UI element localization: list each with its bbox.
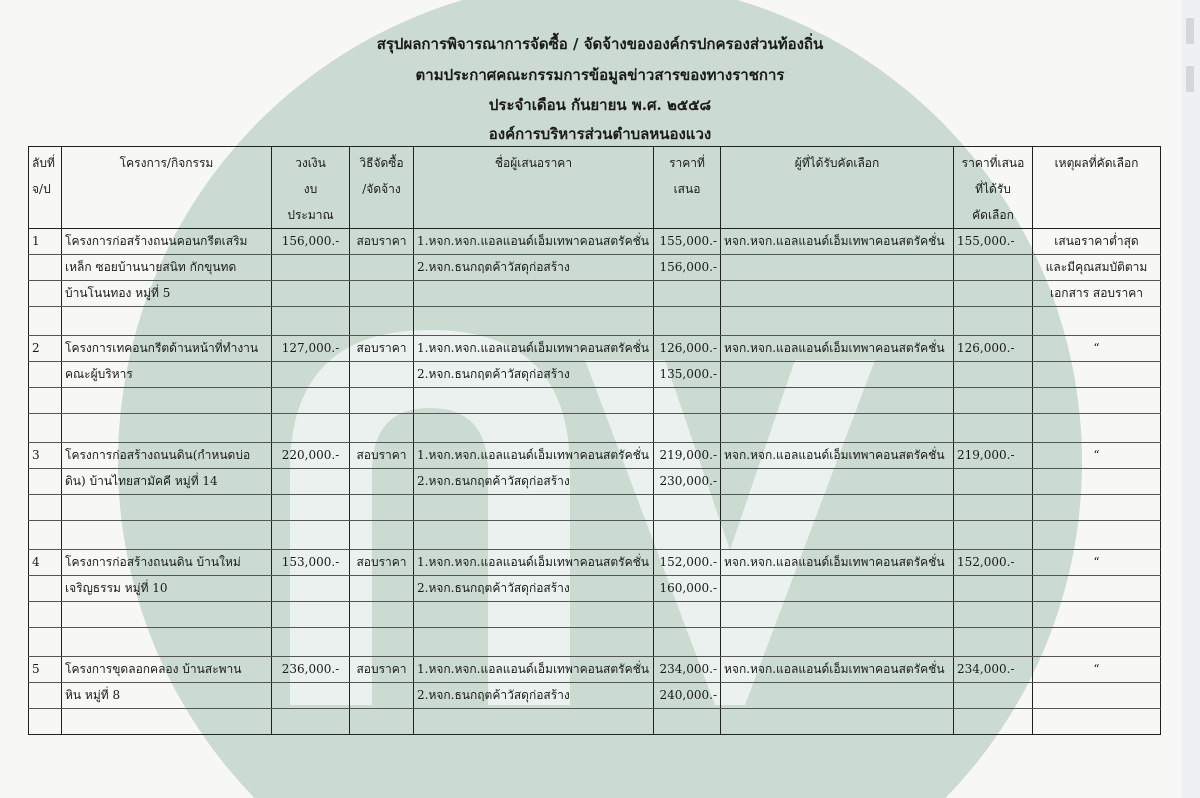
project-name: หิน หมู่ที่ 8: [62, 683, 272, 709]
table-row: [29, 683, 1161, 709]
col-header-selected-price: ราคาที่เสนอ ที่ได้รับ คัดเลือก: [954, 147, 1033, 229]
selection-reason: “: [1033, 657, 1161, 683]
project-name: บ้านโนนทอง หมู่ที่ 5: [62, 281, 272, 307]
row-number: 4: [29, 550, 62, 576]
table-row: [29, 709, 1161, 735]
bidder-name: 2.หจก.ธนกฤตค้าวัสดุก่อสร้าง: [414, 255, 654, 281]
bidder-name: 1.หจก.หจก.แอลแอนด์เอ็มเทพาคอนสตรัคชั่น: [414, 229, 654, 255]
bidder-name: 2.หจก.ธนกฤตค้าวัสดุก่อสร้าง: [414, 469, 654, 495]
procurement-method: สอบราคา: [350, 443, 414, 469]
table-row: [29, 336, 1161, 362]
col-header-reason: เหตุผลที่คัดเลือก: [1033, 147, 1161, 229]
table-row: [29, 443, 1161, 469]
selected-price: 219,000.-: [954, 443, 1033, 469]
row-number: 2: [29, 336, 62, 362]
col-header-selected: ผู้ที่ได้รับคัดเลือก: [721, 147, 954, 229]
table-row: [29, 657, 1161, 683]
bid-price: 230,000.-: [654, 469, 721, 495]
row-number: 3: [29, 443, 62, 469]
bidder-name: 1.หจก.หจก.แอลแอนด์เอ็มเทพาคอนสตรัคชั่น: [414, 550, 654, 576]
heading-line-3: ประจำเดือน กันยายน พ.ศ. ๒๕๕๘: [488, 96, 712, 114]
selected-bidder: หจก.หจก.แอลแอนด์เอ็มเทพาคอนสตรัคชั่น: [721, 336, 954, 362]
table-header-row: [29, 147, 1161, 229]
project-name: โครงการก่อสร้างถนนดิน บ้านใหม่: [62, 550, 272, 576]
bidder-name: 1.หจก.หจก.แอลแอนด์เอ็มเทพาคอนสตรัคชั่น: [414, 657, 654, 683]
table-row: [29, 495, 1161, 521]
procurement-method: สอบราคา: [350, 229, 414, 255]
selected-price: 152,000.-: [954, 550, 1033, 576]
selected-bidder: หจก.หจก.แอลแอนด์เอ็มเทพาคอนสตรัคชั่น: [721, 443, 954, 469]
selected-price: 126,000.-: [954, 336, 1033, 362]
selected-bidder: หจก.หจก.แอลแอนด์เอ็มเทพาคอนสตรัคชั่น: [721, 657, 954, 683]
table-row: [29, 281, 1161, 307]
row-number: 5: [29, 657, 62, 683]
budget-amount: 127,000.-: [272, 336, 350, 362]
col-header-method: วิธีจัดซื้อ /จัดจ้าง: [350, 147, 414, 229]
selected-price: 234,000.-: [954, 657, 1033, 683]
bid-price: 160,000.-: [654, 576, 721, 602]
selection-reason: “: [1033, 443, 1161, 469]
bid-price: 155,000.-: [654, 229, 721, 255]
project-name: เหล็ก ซอยบ้านนายสนิท กักขุนทด: [62, 255, 272, 281]
project-name: โครงการก่อสร้างถนนคอนกรีตเสริม: [62, 229, 272, 255]
table-row: [29, 602, 1161, 628]
bid-price: 219,000.-: [654, 443, 721, 469]
heading-line-2: ตามประกาศคณะกรรมการข้อมูลข่าวสารของทางราชการ: [415, 66, 785, 84]
heading-line-4: องค์การบริหารส่วนตำบลหนองแวง: [488, 125, 712, 143]
selection-reason: เอกสาร สอบราคา: [1033, 281, 1161, 307]
bid-price: 156,000.-: [654, 255, 721, 281]
table-row: [29, 388, 1161, 414]
col-header-price: ราคาที่ เสนอ: [654, 147, 721, 229]
selected-bidder: หจก.หจก.แอลแอนด์เอ็มเทพาคอนสตรัคชั่น: [721, 229, 954, 255]
table-row: [29, 255, 1161, 281]
project-name: โครงการเทคอนกรีตด้านหน้าที่ทำงาน: [62, 336, 272, 362]
selection-reason: และมีคุณสมบัติตาม: [1033, 255, 1161, 281]
bidder-name: 1.หจก.หจก.แอลแอนด์เอ็มเทพาคอนสตรัคชั่น: [414, 443, 654, 469]
procurement-table: [28, 146, 1161, 735]
table-row: [29, 469, 1161, 495]
bid-price: 135,000.-: [654, 362, 721, 388]
col-header-budget: วงเงิน งบ ประมาณ: [272, 147, 350, 229]
project-name: โครงการก่อสร้างถนนดิน(กำหนดบ่อ: [62, 443, 272, 469]
col-header-no: ลับที่ จ/ป: [29, 147, 62, 229]
table-row: [29, 307, 1161, 336]
selection-reason: เสนอราคาต่ำสุด: [1033, 229, 1161, 255]
table-row: [29, 414, 1161, 443]
budget-amount: 220,000.-: [272, 443, 350, 469]
selection-reason: “: [1033, 550, 1161, 576]
table-row: [29, 229, 1161, 255]
bidder-name: 1.หจก.หจก.แอลแอนด์เอ็มเทพาคอนสตรัคชั่น: [414, 336, 654, 362]
bid-price: 234,000.-: [654, 657, 721, 683]
col-header-project: โครงการ/กิจกรรม: [62, 147, 272, 229]
heading-line-1: สรุปผลการพิจารณาการจัดซื้อ / จัดจ้างขององค์กรปกครองส่วนท้องถิ่น: [376, 35, 824, 53]
project-name: ดิน) บ้านไทยสามัคคี หมู่ที่ 14: [62, 469, 272, 495]
procurement-method: สอบราคา: [350, 550, 414, 576]
bid-price: 240,000.-: [654, 683, 721, 709]
procurement-method: สอบราคา: [350, 336, 414, 362]
selection-reason: “: [1033, 336, 1161, 362]
selected-bidder: หจก.หจก.แอลแอนด์เอ็มเทพาคอนสตรัคชั่น: [721, 550, 954, 576]
budget-amount: 156,000.-: [272, 229, 350, 255]
selected-price: 155,000.-: [954, 229, 1033, 255]
scan-edge: [1182, 0, 1200, 798]
col-header-bidders: ชื่อผู้เสนอราคา: [414, 147, 654, 229]
budget-amount: 236,000.-: [272, 657, 350, 683]
project-name: เจริญธรรม หมู่ที่ 10: [62, 576, 272, 602]
budget-amount: 153,000.-: [272, 550, 350, 576]
bidder-name: 2.หจก.ธนกฤตค้าวัสดุก่อสร้าง: [414, 576, 654, 602]
table-row: [29, 521, 1161, 550]
procurement-method: สอบราคา: [350, 657, 414, 683]
table-row: [29, 550, 1161, 576]
project-name: โครงการขุดลอกคลอง บ้านสะพาน: [62, 657, 272, 683]
row-number: 1: [29, 229, 62, 255]
bidder-name: 2.หจก.ธนกฤตค้าวัสดุก่อสร้าง: [414, 362, 654, 388]
bid-price: 152,000.-: [654, 550, 721, 576]
table-row: [29, 628, 1161, 657]
project-name: คณะผู้บริหาร: [62, 362, 272, 388]
table-row: [29, 362, 1161, 388]
bidder-name: 2.หจก.ธนกฤตค้าวัสดุก่อสร้าง: [414, 683, 654, 709]
table-row: [29, 576, 1161, 602]
bid-price: 126,000.-: [654, 336, 721, 362]
